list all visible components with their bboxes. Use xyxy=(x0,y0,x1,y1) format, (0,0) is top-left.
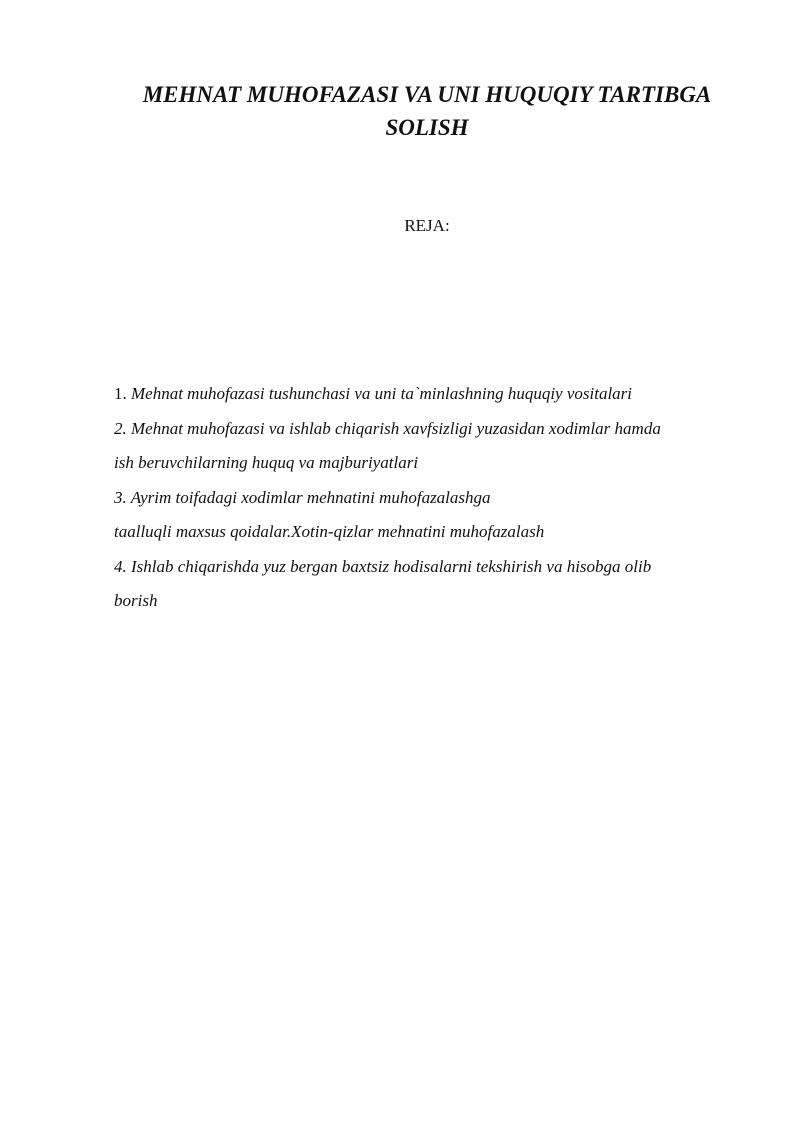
title-line-2: SOLISH xyxy=(385,115,469,140)
plan-line: 3. Ayrim toifadagi xodimlar mehnatini muhofazalashga xyxy=(114,487,491,507)
plan-line-number: 1. xyxy=(114,384,127,403)
plan-line xyxy=(114,377,734,412)
plan-line: ish beruvchilarning huquq va majburiyatlari xyxy=(114,453,419,472)
title-line-1: MEHNAT MUHOFAZASI VA UNI HUQUQIY TARTIBGA xyxy=(142,82,712,107)
plan-line: taalluqli maxsus qoidalar.Xotin-qizlar mehnatini muhofazalash xyxy=(114,522,545,541)
plan-line-text: Mehnat muhofazasi tushunchasi va uni ta`minlashning huquqiy vositalari xyxy=(126,384,633,403)
plan-line: 2. Mehnat muhofazasi va ishlab chiqarish xavfsizligi yuzasidan xodimlar hamda xyxy=(114,418,661,438)
plan-line: borish xyxy=(114,591,158,610)
plan-list xyxy=(114,377,734,619)
plan-line: 4. Ishlab chiqarishda yuz bergan baxtsiz hodisalarni tekshirish va hisobga olib xyxy=(114,556,652,576)
plan-heading: REJA: xyxy=(404,216,450,235)
document-title xyxy=(112,78,742,144)
